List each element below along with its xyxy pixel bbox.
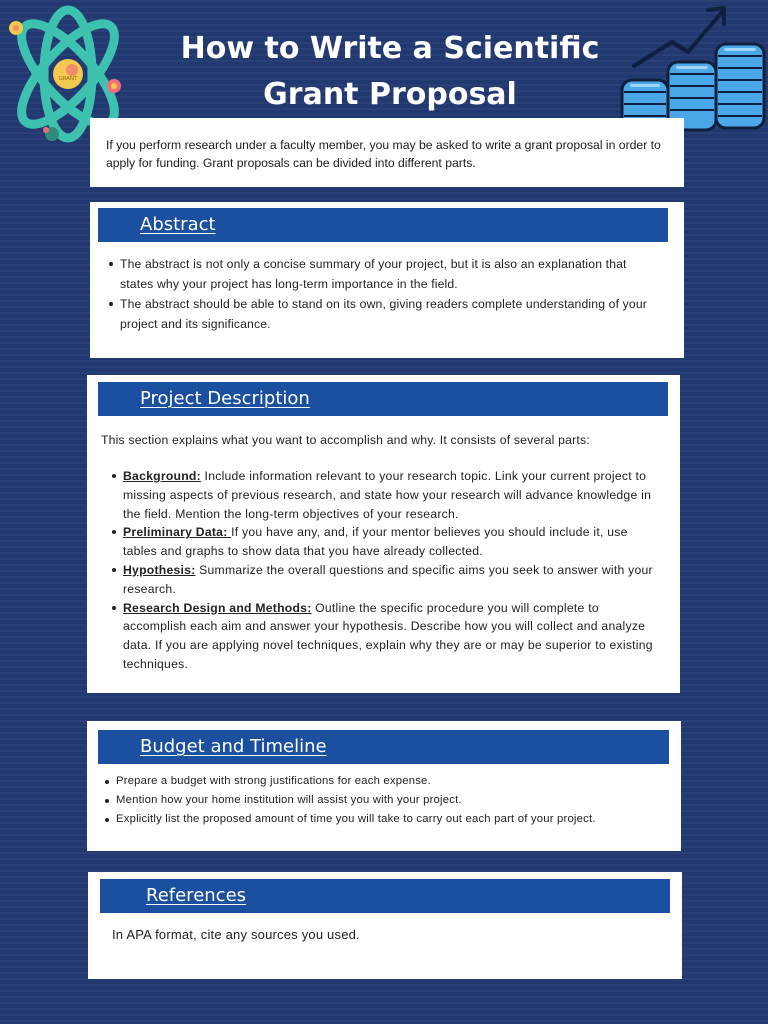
- title-line-2: Grant Proposal: [263, 77, 517, 112]
- references-heading: References: [146, 885, 247, 906]
- list-item-hypothesis: [123, 561, 663, 599]
- term-research-design: Research Design and Methods:: [123, 600, 312, 615]
- budget-item: Explicitly list the proposed amount of time you will take to carry out each part of your project.: [116, 810, 676, 829]
- budget-item: Prepare a budget with strong justifications for each expense.: [116, 772, 676, 791]
- budget-list: [116, 772, 676, 830]
- budget-timeline-section: [87, 721, 681, 851]
- abstract-item: The abstract should be able to stand on its own, giving readers complete understanding of your project and its significance.: [120, 294, 660, 334]
- text-research-design: Outline the specific procedure you will complete to accomplish each aim and answer your hypothesis. Describe how you will collect and analyze data. If you are applying novel techniques, explain why they are or may be superior to existing techniques.: [123, 600, 653, 671]
- term-preliminary-data: Preliminary Data:: [123, 525, 232, 540]
- text-hypothesis: Summarize the overall questions and specific aims you seek to answer with your research.: [123, 562, 653, 596]
- project-description-heading: Project Description: [140, 388, 310, 409]
- project-description-section: [87, 375, 680, 693]
- list-item-background: [123, 467, 663, 523]
- references-section: [88, 872, 682, 979]
- budget-heading: Budget and Timeline: [140, 736, 327, 757]
- budget-heading-bar: [98, 730, 669, 764]
- term-background: Background:: [123, 469, 201, 483]
- budget-item: Mention how your home institution will assist you with your project.: [116, 791, 676, 810]
- abstract-item: The abstract is not only a concise summary of your project, but it is also an explanation that states why your project has long-term importance in the field.: [120, 254, 660, 294]
- page-title: [140, 26, 640, 118]
- intro-text: If you perform research under a faculty member, you may be asked to write a grant proposal in order to apply for funding. Grant proposals can be divided into different parts.: [106, 138, 661, 170]
- atom-label: GRANT: [58, 76, 78, 82]
- term-hypothesis: Hypothesis:: [123, 562, 196, 577]
- list-item-preliminary-data: [123, 523, 663, 561]
- abstract-heading-bar: [98, 208, 668, 242]
- intro-card: [90, 118, 684, 187]
- references-heading-bar: [100, 879, 670, 913]
- list-item-research-design: [123, 599, 663, 674]
- references-text: In APA format, cite any sources you used.: [112, 927, 360, 942]
- abstract-section: [90, 202, 684, 358]
- abstract-heading: Abstract: [140, 214, 216, 235]
- project-description-heading-bar: [98, 382, 668, 416]
- text-preliminary-data: If you have any, and, if your mentor believes you should include it, use tables and graphs to show data that you have already collected.: [123, 525, 628, 559]
- abstract-list: [120, 254, 660, 334]
- title-line-1: How to Write a Scientific: [180, 31, 600, 66]
- text-background: Include information relevant to your research topic. Link your current project to missing aspects of previous research, and state how your research will advance knowledge in the field. Mention the long-term objectives of your research.: [123, 469, 652, 521]
- project-description-list: [123, 467, 663, 674]
- project-description-lead: This section explains what you want to accomplish and why. It consists of several parts:: [101, 433, 590, 447]
